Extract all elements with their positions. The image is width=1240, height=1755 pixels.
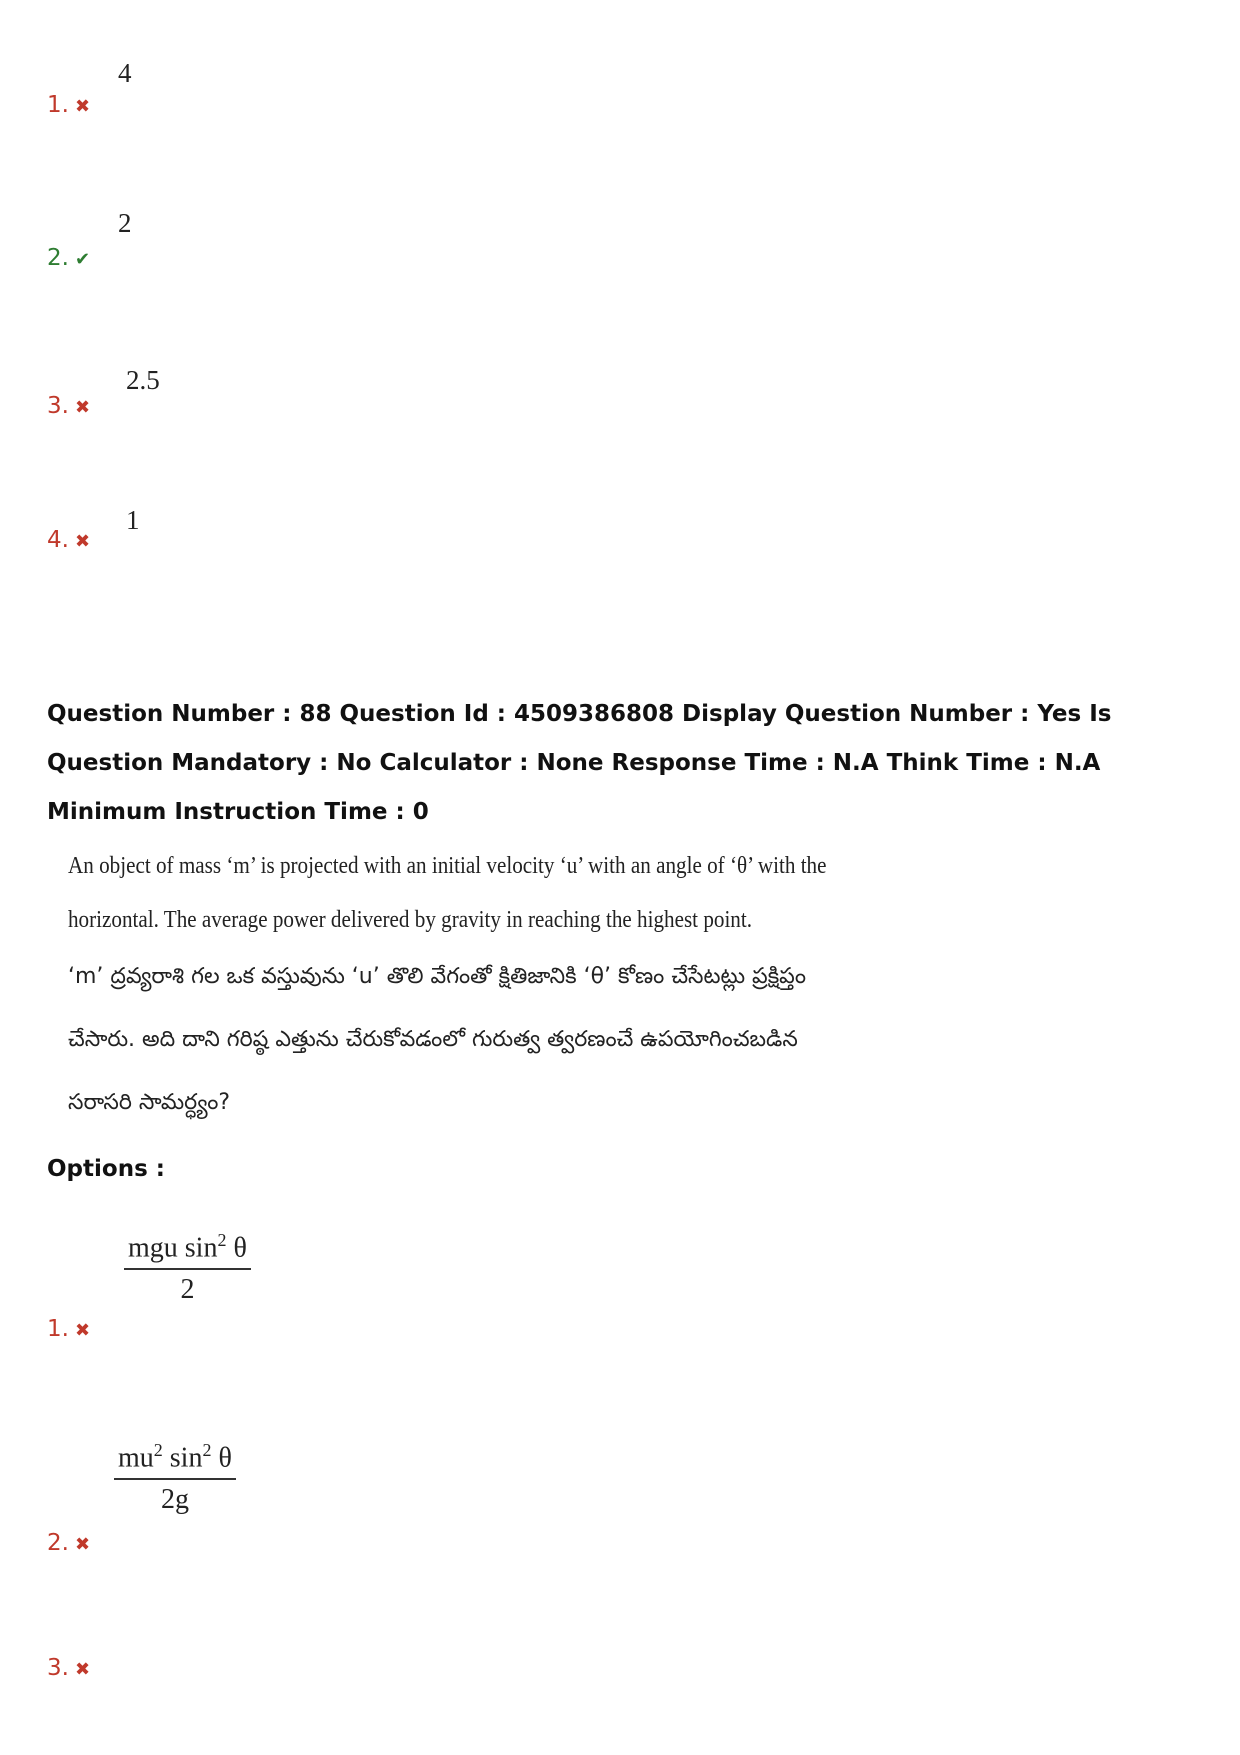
numerator: mgu $\sin^2 \theta$ — [124, 1230, 251, 1270]
fraction — [124, 1230, 251, 1306]
prev-option-2-value: 2 — [118, 208, 132, 238]
prev-option-4 — [47, 527, 90, 553]
prev-option-1-number: 1. — [47, 92, 69, 118]
numerator: $mu^2$ $\sin^2 \theta$ — [114, 1440, 236, 1480]
cross-icon: ✖ — [74, 96, 91, 117]
cross-icon: ✖ — [74, 1534, 91, 1555]
option-2-number: 2. — [47, 1530, 69, 1556]
denominator: 2g — [160, 1484, 189, 1516]
prev-option-1 — [47, 92, 90, 118]
question-text-te-line2: చేసారు. అది దాని గరిష్ఠ ఎత్తును చేరుకోవడంలో గురుత్వ త్వరణంచే ఉపయోగించబడిన — [68, 1027, 798, 1052]
question-text-en-line2: horizontal. The average power delivered by gravity in reaching the highest point. — [68, 907, 753, 933]
options-label: Options : — [47, 1156, 165, 1182]
question-info: Question Number : 88 Question Id : 4509386808 Display Question Number : Yes Is Question Mandatory : No Calculator : None Response Time : N.A Think Time : N.A Minimum Instruction Time : 0 — [47, 701, 1112, 825]
fraction — [114, 1440, 236, 1516]
prev-option-2 — [47, 245, 90, 271]
cross-icon: ✖ — [74, 531, 91, 552]
option-2-formula — [114, 1440, 236, 1516]
cross-icon: ✖ — [74, 1320, 91, 1341]
cross-icon: ✖ — [74, 1659, 91, 1680]
question-text-te-line1: ‘m’ ద్రవ్యరాశి గల ఒక వస్తువును ‘u’ తొలి వేగంతో క్షితిజానికి ‘θ’ కోణం చేసేటట్లు ప్రక్షిప్తం — [68, 964, 806, 989]
option-3-number: 3. — [47, 1655, 69, 1681]
prev-option-4-value: 1 — [126, 505, 140, 535]
prev-option-1-value: 4 — [118, 58, 132, 88]
prev-option-4-number: 4. — [47, 527, 69, 553]
cross-icon: ✖ — [74, 397, 91, 418]
denominator: 2 — [180, 1274, 195, 1306]
option-1-formula — [124, 1230, 251, 1306]
prev-option-3 — [47, 393, 90, 419]
option-1-number: 1. — [47, 1316, 69, 1342]
prev-option-2-number: 2. — [47, 245, 69, 271]
option-2 — [47, 1530, 90, 1556]
question-text-en-line1: An object of mass ‘m’ is projected with an initial velocity ‘u’ with an angle of ‘θ’ with the — [68, 853, 827, 879]
question-text-te-line3: సరాసరి సామర్ధ్యం? — [68, 1090, 231, 1115]
option-1 — [47, 1316, 90, 1342]
prev-option-3-number: 3. — [47, 393, 69, 419]
check-icon: ✔ — [74, 249, 91, 270]
option-3 — [47, 1655, 90, 1681]
prev-option-3-value: 2.5 — [126, 365, 160, 395]
